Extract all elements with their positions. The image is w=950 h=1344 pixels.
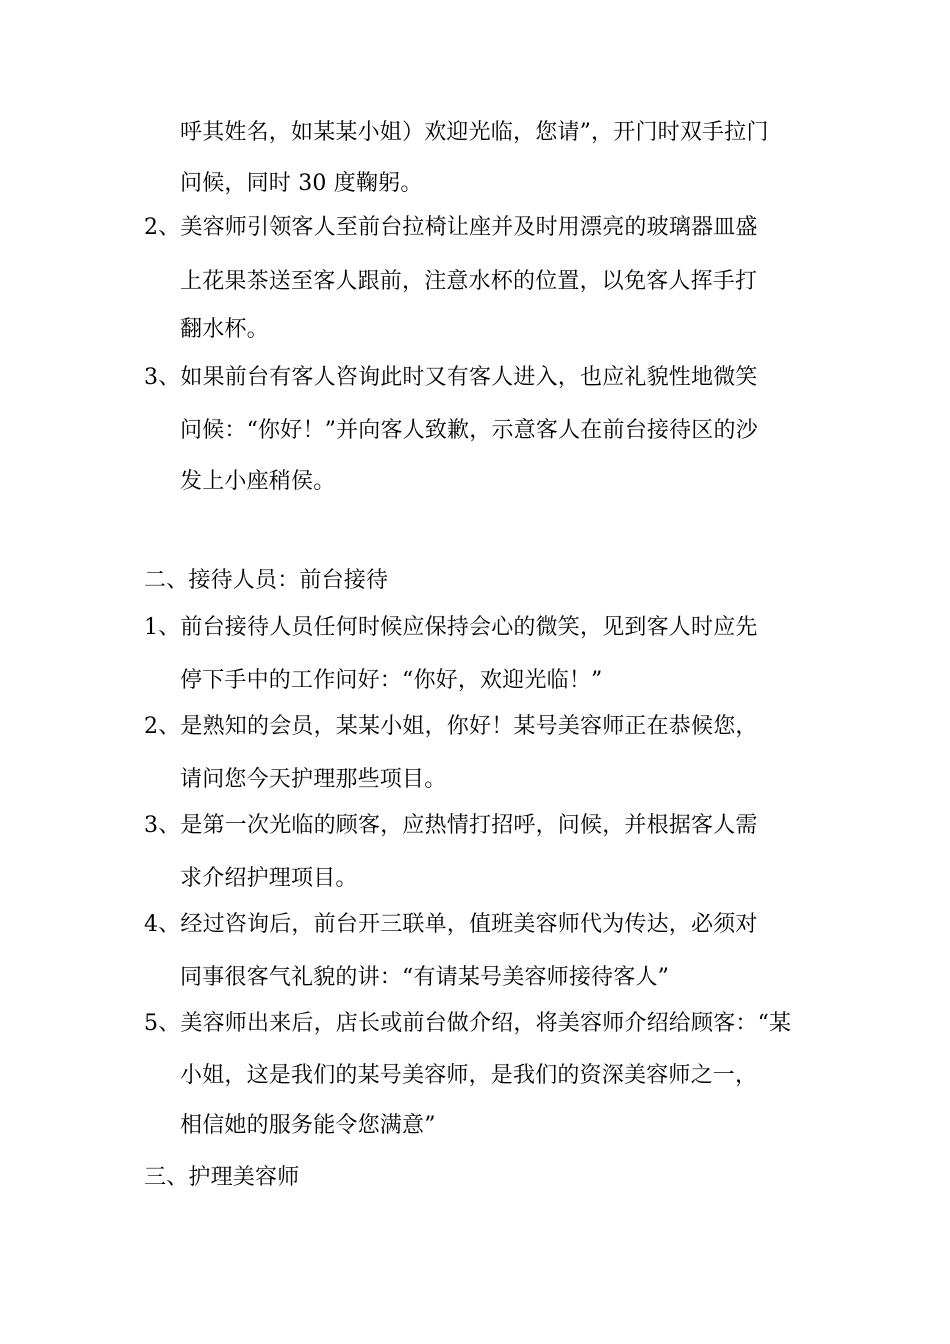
section-heading: 三、护理美容师 (144, 1165, 300, 1190)
text-line: 呼其姓名，如某某小姐）欢迎光临，您请”，开门时双手拉门 (180, 120, 769, 145)
section-heading: 二、接待人员：前台接待 (144, 568, 389, 593)
text-line: 小姐，这是我们的某号美容师，是我们的资深美容师之一， (180, 1063, 758, 1088)
text-line: 翻水杯。 (180, 317, 269, 342)
list-item: 2、美容师引领客人至前台拉椅让座并及时用漂亮的玻璃器皿盛 (144, 215, 758, 240)
text-line: 问候，同时 30 度鞠躬。 (180, 171, 423, 196)
text-line: 上花果茶送至客人跟前，注意水杯的位置，以免客人挥手打 (180, 269, 758, 294)
text-line: 求介绍护理项目。 (180, 866, 358, 891)
text-line: 请问您今天护理那些项目。 (180, 767, 447, 792)
text-line: 停下手中的工作问好：“你好，欢迎光临！” (180, 668, 603, 693)
list-item: 3、如果前台有客人咨询此时又有客人进入，也应礼貌性地微笑 (144, 365, 758, 390)
text-line: 同事很客气礼貌的讲：“有请某号美容师接待客人” (180, 965, 670, 990)
list-item: 1、前台接待人员任何时候应保持会心的微笑，见到客人时应先 (144, 615, 758, 640)
text-line: 发上小座稍侯。 (180, 469, 336, 494)
text-line: 相信她的服务能令您满意” (180, 1113, 436, 1138)
list-item: 5、美容师出来后，店长或前台做介绍，将美容师介绍给顾客：“某 (144, 1011, 792, 1036)
list-item: 2、是熟知的会员，某某小姐，你好！某号美容师正在恭候您， (144, 714, 758, 739)
list-item: 3、是第一次光临的顾客，应热情打招呼，问候，并根据客人需 (144, 813, 758, 838)
list-item: 4、经过咨询后，前台开三联单，值班美容师代为传达，必须对 (144, 912, 758, 937)
text-line: 问候：“你好！”并向客人致歉，示意客人在前台接待区的沙 (180, 418, 758, 443)
